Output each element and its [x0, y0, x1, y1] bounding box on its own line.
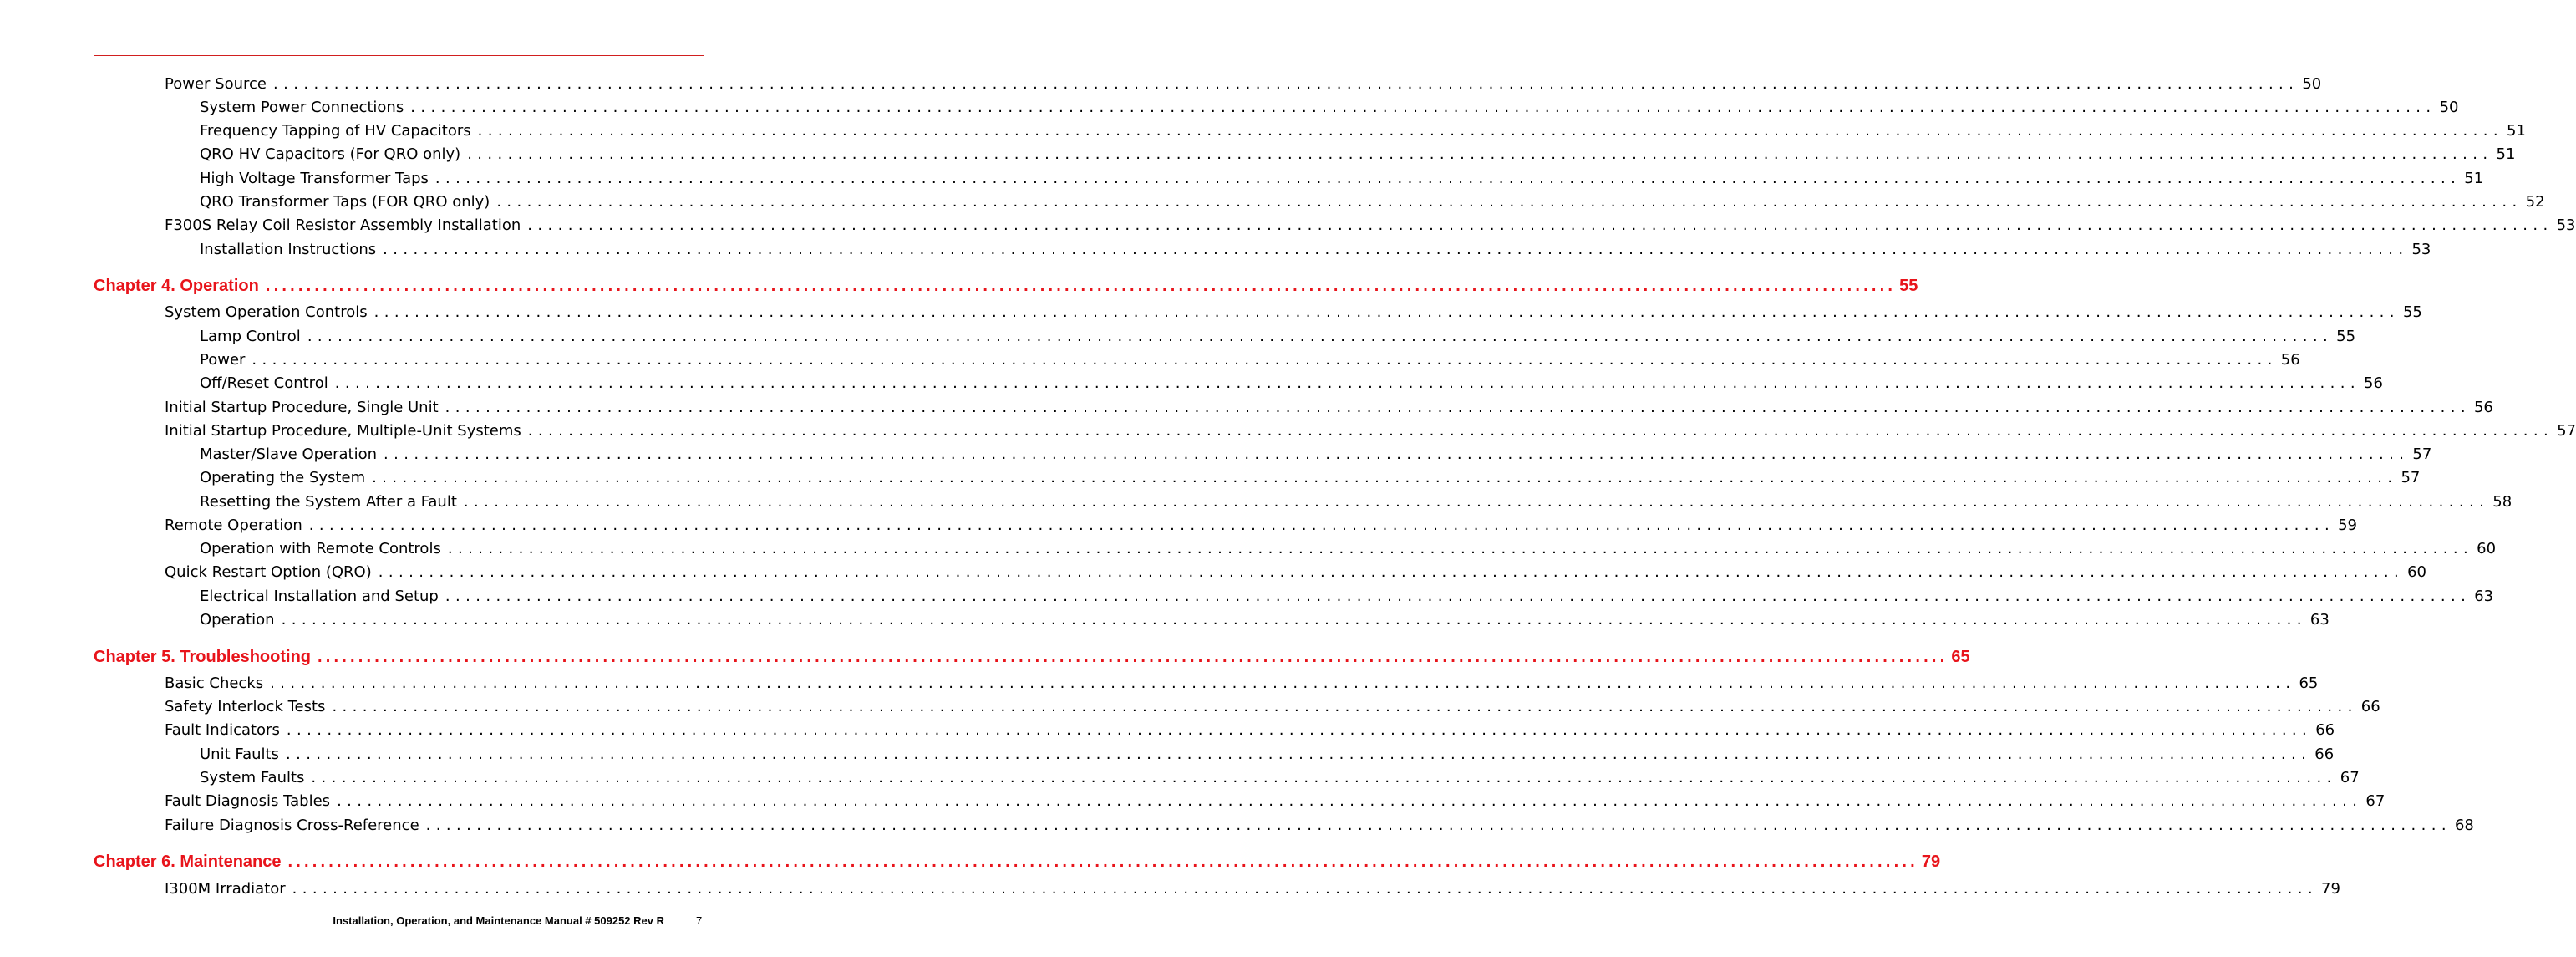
- toc-leader-dots: ........................................................................................................................................................................................................: [378, 563, 2405, 581]
- toc-leader-dots: ........................................................................................................................................................................................................: [286, 721, 2313, 739]
- toc-chapter-entry[interactable]: [94, 853, 1941, 872]
- toc-entry[interactable]: [200, 469, 2421, 486]
- toc-leader-dots: ........................................................................................................................................................................................................: [445, 588, 2472, 605]
- toc-leader-dots: ........................................................................................................................................................................................................: [463, 493, 2490, 511]
- toc-entry-title: Initial Startup Procedure, Multiple-Unit Systems: [165, 422, 521, 440]
- toc-leader-dots: ........................................................................................................................................................................................................: [477, 122, 2503, 140]
- toc-entry[interactable]: [165, 721, 2335, 739]
- toc-entry-page: 57: [2401, 469, 2421, 486]
- toc-leader-dots: ........................................................................................................................................................................................................: [285, 746, 2312, 763]
- toc-entry-page: 51: [2506, 122, 2526, 140]
- header-rule: [94, 55, 704, 56]
- toc-leader-dots: ........................................................................................................................................................................................................: [383, 241, 2409, 258]
- toc-leader-dots: ........................................................................................................................................................................................................: [318, 648, 1949, 666]
- toc-entry[interactable]: [200, 122, 2526, 140]
- toc-entry-title: Installation Instructions: [200, 241, 377, 258]
- toc-entry[interactable]: [200, 328, 2356, 345]
- toc-leader-dots: ........................................................................................................................................................................................................: [311, 769, 2337, 786]
- toc-leader-dots: ........................................................................................................................................................................................................: [445, 399, 2471, 416]
- toc-entry-page: 59: [2338, 517, 2358, 534]
- toc-entry[interactable]: [200, 540, 2497, 557]
- toc-entry-title: Operation: [200, 611, 275, 629]
- toc-entry[interactable]: [200, 445, 2432, 463]
- toc-leader-dots: ........................................................................................................................................................................................................: [337, 792, 2363, 810]
- toc-leader-dots: ........................................................................................................................................................................................................: [287, 853, 1918, 871]
- toc-entry-page: 66: [2315, 721, 2335, 739]
- toc-leader-dots: ........................................................................................................................................................................................................: [496, 193, 2523, 211]
- toc-entry-page: 56: [2473, 399, 2493, 416]
- toc-chapter-entry[interactable]: [94, 277, 1918, 296]
- toc-entry[interactable]: [165, 674, 2319, 692]
- toc-entry-page: 56: [2364, 374, 2383, 392]
- toc-entry-page: 51: [2496, 145, 2516, 163]
- toc-entry-page: 66: [2314, 746, 2335, 763]
- toc-entry[interactable]: [165, 399, 2493, 416]
- toc-entry-title: Chapter 4. Operation: [94, 277, 259, 295]
- toc-entry-page: 50: [2439, 99, 2459, 116]
- toc-entry-page: 50: [2302, 75, 2322, 93]
- toc-entry-page: 65: [2299, 674, 2319, 692]
- toc-leader-dots: ........................................................................................................................................................................................................: [425, 817, 2452, 834]
- toc-entry[interactable]: [200, 145, 2516, 163]
- toc-entry-title: F300S Relay Coil Resistor Assembly Installation: [165, 216, 521, 234]
- toc-entry-page: 55: [2402, 303, 2422, 321]
- toc-entry-title: Master/Slave Operation: [200, 445, 378, 463]
- toc-leader-dots: ........................................................................................................................................................................................................: [332, 698, 2358, 715]
- toc-leader-dots: ........................................................................................................................................................................................................: [410, 99, 2436, 116]
- toc-entry-title: QRO Transformer Taps (FOR QRO only): [200, 193, 490, 211]
- toc-entry-page: 79: [2321, 880, 2340, 898]
- toc-leader-dots: ........................................................................................................................................................................................................: [272, 75, 2299, 93]
- toc-entry[interactable]: [200, 193, 2545, 211]
- toc-entry-title: Power Source: [165, 75, 267, 93]
- toc-entry-title: System Power Connections: [200, 99, 404, 116]
- toc-entry-page: 51: [2464, 170, 2484, 187]
- toc-entry-title: QRO HV Capacitors (For QRO only): [200, 145, 461, 163]
- toc-entry[interactable]: [165, 698, 2380, 715]
- toc-entry-page: 55: [1899, 277, 1918, 295]
- toc-leader-dots: ........................................................................................................................................................................................................: [307, 328, 2334, 345]
- toc-leader-dots: ........................................................................................................................................................................................................: [265, 277, 1897, 295]
- toc-entry-page: 63: [2474, 588, 2494, 605]
- toc-entry[interactable]: [200, 99, 2459, 116]
- toc-entry-page: 53: [2556, 216, 2576, 234]
- toc-leader-dots: ........................................................................................................................................................................................................: [292, 880, 2319, 898]
- toc-leader-dots: ........................................................................................................................................................................................................: [434, 170, 2462, 187]
- toc-entry[interactable]: [165, 422, 2576, 440]
- toc-entry[interactable]: [165, 817, 2474, 834]
- toc-entry-title: Basic Checks: [165, 674, 264, 692]
- footer-manual-title: Installation, Operation, and Maintenance Manual # 509252 Rev R: [333, 914, 664, 927]
- toc-entry-title: Operation with Remote Controls: [200, 540, 441, 557]
- toc-entry-title: Frequency Tapping of HV Capacitors: [200, 122, 471, 140]
- toc-entry-page: 57: [2557, 422, 2576, 440]
- toc-leader-dots: ........................................................................................................................................................................................................: [270, 674, 2296, 692]
- toc-entry-title: Lamp Control: [200, 328, 301, 345]
- toc-entry-title: I300M Irradiator: [165, 880, 286, 898]
- toc-entry-title: High Voltage Transformer Taps: [200, 170, 429, 187]
- toc-entry-title: Initial Startup Procedure, Single Unit: [165, 399, 439, 416]
- toc-entry-page: 66: [2360, 698, 2380, 715]
- toc-entry-page: 65: [1951, 648, 1970, 666]
- toc-entry[interactable]: [200, 351, 2300, 369]
- toc-entry-title: Remote Operation: [165, 517, 302, 534]
- toc-entry[interactable]: [200, 374, 2383, 392]
- toc-entry-title: System Operation Controls: [165, 303, 368, 321]
- toc-entry-page: 79: [1921, 853, 1941, 871]
- toc-entry-title: Quick Restart Option (QRO): [165, 563, 372, 581]
- toc-entry-title: Failure Diagnosis Cross-Reference: [165, 817, 419, 834]
- toc-entry-title: Fault Indicators: [165, 721, 280, 739]
- toc-entry-title: Unit Faults: [200, 746, 279, 763]
- toc-leader-dots: ........................................................................................................................................................................................................: [372, 469, 2398, 486]
- toc-entry[interactable]: [165, 880, 2340, 898]
- toc-entry-title: Power: [200, 351, 246, 369]
- toc-entry-page: 56: [2280, 351, 2300, 369]
- toc-leader-dots: ........................................................................................................................................................................................................: [527, 422, 2554, 440]
- toc-entry-page: 67: [2340, 769, 2360, 786]
- toc-leader-dots: ........................................................................................................................................................................................................: [467, 145, 2493, 163]
- footer-page-number: 7: [696, 914, 703, 927]
- toc-entry[interactable]: [200, 241, 2431, 258]
- toc-entry-title: Fault Diagnosis Tables: [165, 792, 331, 810]
- toc-entry-title: Chapter 6. Maintenance: [94, 853, 282, 871]
- toc-entry-page: 52: [2525, 193, 2545, 211]
- toc-entry[interactable]: [165, 517, 2358, 534]
- toc-entry[interactable]: [200, 588, 2494, 605]
- toc-leader-dots: ........................................................................................................................................................................................................: [373, 303, 2400, 321]
- toc-chapter-entry[interactable]: [94, 648, 1970, 667]
- toc-entry-title: Chapter 5. Troubleshooting: [94, 648, 312, 666]
- toc-entry-title: Safety Interlock Tests: [165, 698, 326, 715]
- toc-leader-dots: ........................................................................................................................................................................................................: [334, 374, 2361, 392]
- toc-entry-title: Operating the System: [200, 469, 366, 486]
- toc-entry[interactable]: [165, 563, 2426, 581]
- toc-entry-page: 57: [2412, 445, 2432, 463]
- toc-entry[interactable]: [165, 792, 2385, 810]
- toc-leader-dots: ........................................................................................................................................................................................................: [447, 540, 2474, 557]
- toc-entry[interactable]: [165, 216, 2576, 234]
- toc-entry[interactable]: [200, 493, 2512, 511]
- toc-entry[interactable]: [165, 303, 2422, 321]
- toc-entry[interactable]: [165, 75, 2322, 93]
- toc-entry-title: System Faults: [200, 769, 305, 786]
- toc-entry-page: 63: [2309, 611, 2330, 629]
- toc-entry[interactable]: [200, 170, 2484, 187]
- toc-entry-page: 58: [2492, 493, 2512, 511]
- toc-entry-page: 60: [2407, 563, 2426, 581]
- toc-entry[interactable]: [200, 769, 2360, 786]
- toc-entry-page: 53: [2411, 241, 2431, 258]
- toc-entry[interactable]: [200, 746, 2335, 763]
- toc-entry-page: 55: [2336, 328, 2356, 345]
- toc-leader-dots: ........................................................................................................................................................................................................: [252, 351, 2278, 369]
- toc-entry-page: 67: [2365, 792, 2385, 810]
- toc-leader-dots: ........................................................................................................................................................................................................: [281, 611, 2307, 629]
- toc-entry-title: Resetting the System After a Fault: [200, 493, 457, 511]
- toc-leader-dots: ........................................................................................................................................................................................................: [527, 216, 2553, 234]
- toc-entry[interactable]: [200, 611, 2330, 629]
- toc-leader-dots: ........................................................................................................................................................................................................: [308, 517, 2335, 534]
- toc-entry-page: 60: [2477, 540, 2497, 557]
- toc-entry-page: 68: [2454, 817, 2474, 834]
- toc-entry-title: Off/Reset Control: [200, 374, 328, 392]
- toc-leader-dots: ........................................................................................................................................................................................................: [384, 445, 2410, 463]
- toc-entry-title: Electrical Installation and Setup: [200, 588, 439, 605]
